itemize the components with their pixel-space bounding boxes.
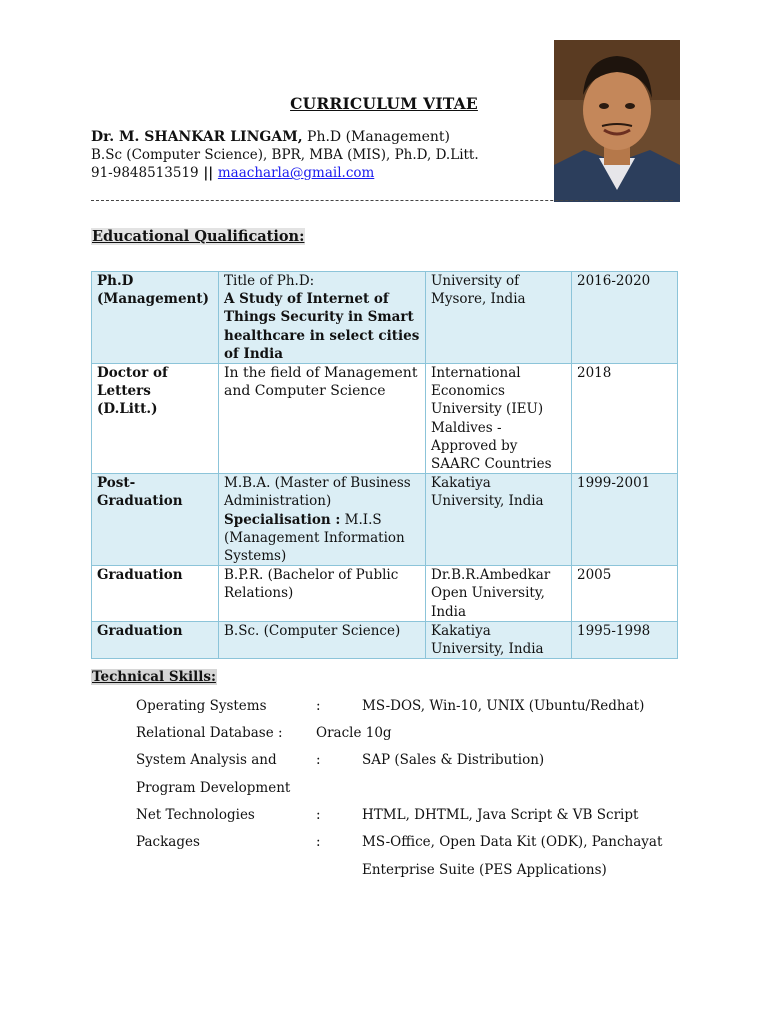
year-cell: 2018 xyxy=(572,364,678,474)
table-row xyxy=(92,566,678,622)
skill-separator: : xyxy=(316,752,321,768)
year-cell: 1999-2001 xyxy=(572,474,678,566)
specialisation xyxy=(224,511,420,566)
table-row xyxy=(92,621,678,658)
skill-value: MS-DOS, Win-10, UNIX (Ubuntu/Redhat) xyxy=(362,698,645,714)
section-divider xyxy=(91,200,673,201)
subject-cell xyxy=(219,474,426,566)
subject-cell: B.Sc. (Computer Science) xyxy=(219,621,426,658)
university-cell: Kakatiya University, India xyxy=(426,474,572,566)
table-row xyxy=(92,272,678,364)
skills-heading: Technical Skills: xyxy=(92,669,216,685)
university-cell: Dr.B.R.Ambedkar Open University, India xyxy=(426,566,572,622)
skill-label: Relational Database : xyxy=(136,725,283,741)
degrees-line: B.Sc (Computer Science), BPR, MBA (MIS), Ph.D, D.Litt. xyxy=(91,147,479,163)
subject-text: M.B.A. (Master of Business Administration) xyxy=(224,475,411,510)
skill-separator: : xyxy=(316,834,321,850)
contact-line xyxy=(91,164,374,182)
skill-label: Program Development xyxy=(136,780,291,796)
cv-title: CURRICULUM VITAE xyxy=(290,94,478,113)
skill-value: HTML, DHTML, Java Script & VB Script xyxy=(362,807,639,823)
email-link[interactable]: maacharla@gmail.com xyxy=(217,165,375,181)
skill-label: Net Technologies xyxy=(136,807,255,823)
skill-separator: : xyxy=(316,807,321,823)
table-row xyxy=(92,364,678,474)
degree-cell: Doctor of Letters (D.Litt.) xyxy=(92,364,219,474)
subject-cell: In the field of Management and Computer Science xyxy=(219,364,426,474)
skill-value: MS-Office, Open Data Kit (ODK), Panchayat xyxy=(362,834,663,850)
contact-separator: || xyxy=(198,165,218,181)
degree-cell: Ph.D (Management) xyxy=(92,272,219,364)
education-heading: Educational Qualification: xyxy=(92,228,305,245)
degree-cell: Graduation xyxy=(92,621,219,658)
university-cell: Kakatiya University, India xyxy=(426,621,572,658)
university-cell: International Economics University (IEU) Maldives -Approved by SAARC Countries xyxy=(426,364,572,474)
skill-value: Oracle 10g xyxy=(316,725,392,741)
skill-label: System Analysis and xyxy=(136,752,277,768)
skill-label: Packages xyxy=(136,834,200,850)
university-cell: University of Mysore, India xyxy=(426,272,572,364)
subject-label: Title of Ph.D: xyxy=(224,273,315,289)
candidate-name-line xyxy=(91,128,450,146)
skill-value: Enterprise Suite (PES Applications) xyxy=(362,862,607,878)
skill-separator: : xyxy=(316,698,321,714)
degree-cell: Graduation xyxy=(92,566,219,622)
subject-cell: B.P.R. (Bachelor of Public Relations) xyxy=(219,566,426,622)
name-suffix: Ph.D (Management) xyxy=(302,129,451,145)
year-cell: 1995-1998 xyxy=(572,621,678,658)
year-cell: 2016-2020 xyxy=(572,272,678,364)
phd-title: A Study of Internet of Things Security in Smart healthcare in select cities of India xyxy=(224,291,420,362)
year-cell: 2005 xyxy=(572,566,678,622)
skill-value: SAP (Sales & Distribution) xyxy=(362,752,545,768)
subject-cell xyxy=(219,272,426,364)
profile-photo xyxy=(554,40,680,202)
education-table xyxy=(91,271,678,659)
specialisation-label: Specialisation : xyxy=(224,511,341,528)
skill-label: Operating Systems xyxy=(136,698,267,714)
candidate-name: Dr. M. SHANKAR LINGAM, xyxy=(91,129,303,145)
table-row xyxy=(92,474,678,566)
specialisation-value: M.I.S (Management Information Systems) xyxy=(224,511,405,565)
phone-number: 91-9848513519 xyxy=(91,165,199,181)
degree-cell: Post-Graduation xyxy=(92,474,219,566)
